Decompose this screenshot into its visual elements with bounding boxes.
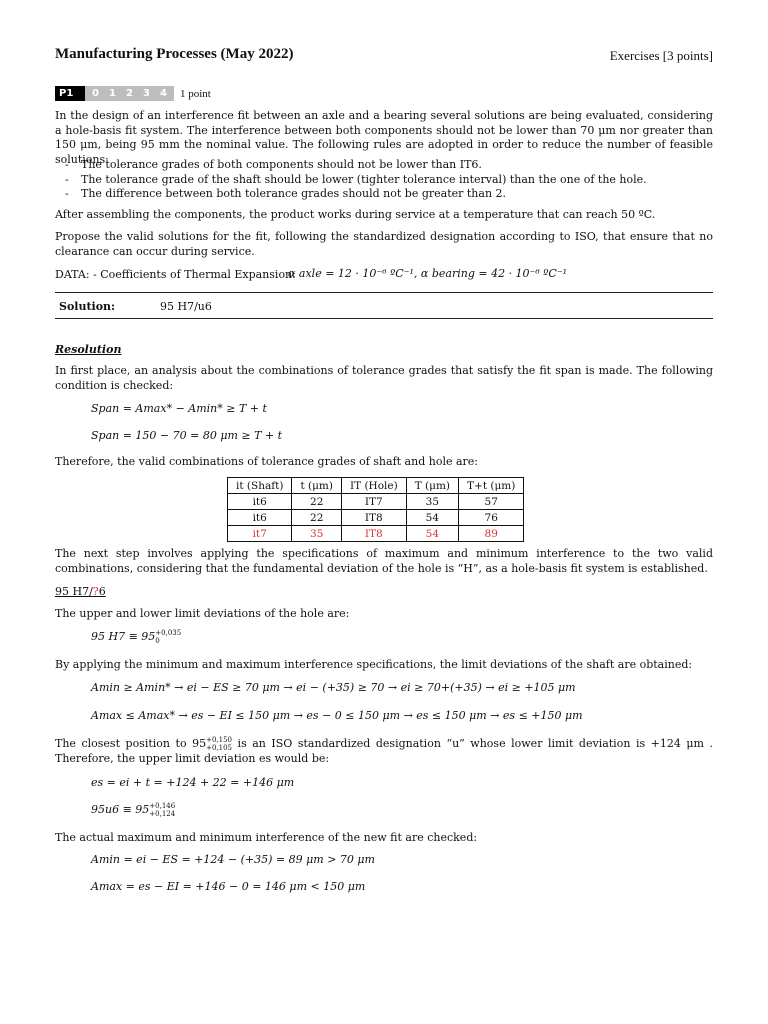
solution-bottom-rule — [55, 318, 713, 319]
table-cell: it6 — [228, 494, 292, 510]
equation-actual-max: Amax = es − EI = +146 − 0 = 146 μm < 150 μm — [91, 880, 366, 893]
table-header-row — [228, 478, 524, 494]
table-cell: 35 — [406, 494, 458, 510]
table-header: t (μm) — [292, 478, 342, 494]
score-boxes — [85, 86, 174, 101]
table-row-invalid — [228, 526, 524, 542]
subheading-part: 95 H7/ — [55, 585, 93, 598]
equation-span-value: Span = 150 − 70 = 80 μm ≥ T + t — [91, 429, 283, 442]
table-cell: 57 — [459, 494, 524, 510]
resolution-p2: Therefore, the valid combinations of tolerance grades of shaft and hole are: — [55, 455, 479, 468]
score-option[interactable]: 4 — [160, 88, 167, 99]
table-header: T (μm) — [406, 478, 458, 494]
lower-deviation: 0 — [155, 637, 160, 645]
table-row — [228, 494, 524, 510]
subheading-unknown: ? — [92, 585, 99, 598]
table-cell: 76 — [459, 510, 524, 526]
statement-propose: Propose the valid solutions for the fit, following the standardized designation according to ISO, that ensure that no clearance can occur during service. — [55, 230, 713, 258]
subheading-part: 6 — [98, 585, 106, 598]
score-option[interactable]: 0 — [92, 88, 99, 99]
table-header: it (Shaft) — [228, 478, 292, 494]
equation-max-interference: Amax ≤ Amax* → es − EI ≤ 150 μm → es − 0 ≤ 150 μm → es ≤ 150 μm → es ≤ +150 μm — [91, 709, 583, 722]
p6-text: is an ISO standardized designation “u” whose lower limit deviation is +124 μm . Therefore, the upper limit deviation es would be: — [55, 737, 714, 765]
upper-deviation: +0,146 — [149, 802, 176, 810]
deviation-stack — [149, 802, 175, 818]
resolution-p3: The next step involves applying the specifications of maximum and minimum interference to the two valid combinations, considering that the fundamental deviation of the hole is “H”, as a hole-basis fit system is established. — [55, 547, 713, 575]
rule-item: - The difference between both tolerance grades should not be greater than 2. — [65, 187, 647, 202]
equation-actual-min: Amin = ei − ES = +124 − (+35) = 89 μm > 70 μm — [91, 853, 375, 866]
table-header: T+t (μm) — [459, 478, 524, 494]
table-cell: 22 — [292, 494, 342, 510]
rule-item: - The tolerance grades of both components should not be lower than IT6. — [65, 158, 647, 173]
solution-value: 95 H7/u6 — [160, 300, 212, 313]
table-header: IT (Hole) — [341, 478, 406, 494]
subheading-fit — [55, 585, 106, 598]
score-option[interactable]: 2 — [126, 88, 133, 99]
equation-shaft-base: 95u6 ≡ 95 — [91, 803, 150, 816]
statement-intro: In the design of an interference fit between an axle and a bearing several solutions are being evaluated, considering a hole-basis fit system. The interference between both components should not be lower than 70 μm nor greater than 150 μm, being 95 mm the nominal value. The following rules are adopted in order to reduce the number of feasible solutions: — [55, 109, 713, 166]
equation-shaft — [91, 802, 175, 818]
table-cell: 54 — [406, 526, 458, 542]
score-option[interactable]: 3 — [143, 88, 150, 99]
document-page — [55, 0, 713, 1024]
resolution-p4: The upper and lower limit deviations of the hole are: — [55, 607, 350, 620]
resolution-p7: The actual maximum and minimum interference of the new fit are checked: — [55, 831, 478, 844]
problem-bar — [55, 86, 211, 101]
resolution-p1: In first place, an analysis about the combinations of tolerance grades that satisfy the fit span is made. The following condition is checked: — [55, 364, 713, 392]
upper-deviation: +0,035 — [155, 629, 182, 637]
rule-item: - The tolerance grade of the shaft should be lower (tighter tolerance interval) than the one of the hole. — [65, 173, 647, 188]
resolution-p5: By applying the minimum and maximum interference specifications, the limit deviations of the shaft are obtained: — [55, 658, 693, 671]
upper-deviation: +0,150 — [206, 736, 233, 744]
resolution-heading: Resolution — [55, 343, 122, 356]
problem-points: 1 point — [180, 87, 211, 100]
statement-service: After assembling the components, the product works during service at a temperature that can reach 50 ºC. — [55, 208, 656, 221]
deviation-stack — [155, 629, 181, 645]
table-cell: IT7 — [341, 494, 406, 510]
page-title: Manufacturing Processes (May 2022) — [55, 46, 294, 62]
data-value: α axle = 12 · 10⁻⁶ ºC⁻¹, α bearing = 42 · 10⁻⁶ ºC⁻¹ — [288, 267, 568, 280]
data-label: DATA: - Coefficients of Thermal Expansion: — [55, 268, 296, 281]
table-cell: IT8 — [341, 526, 406, 542]
table-cell: IT8 — [341, 510, 406, 526]
problem-id: P1 — [55, 86, 85, 101]
equation-span-def: Span = Amax* − Amin* ≥ T + t — [91, 402, 267, 415]
table-cell: it7 — [228, 526, 292, 542]
table-cell: it6 — [228, 510, 292, 526]
solution-top-rule — [55, 292, 713, 293]
table-row — [228, 510, 524, 526]
solution-label: Solution: — [59, 300, 116, 313]
table-cell: 22 — [292, 510, 342, 526]
table-cell: 89 — [459, 526, 524, 542]
resolution-p6 — [55, 736, 713, 767]
exercise-points: Exercises [3 points] — [609, 48, 713, 63]
equation-upper-deviation: es = ei + t = +124 + 22 = +146 μm — [91, 776, 295, 789]
score-option[interactable]: 1 — [109, 88, 116, 99]
lower-deviation: +0,124 — [149, 810, 176, 818]
deviation-stack — [206, 736, 232, 752]
table-cell: 54 — [406, 510, 458, 526]
equation-min-interference: Amin ≥ Amin* → ei − ES ≥ 70 μm → ei − (+35) ≥ 70 → ei ≥ 70+(+35) → ei ≥ +105 μm — [91, 681, 576, 694]
tolerance-table — [227, 477, 524, 542]
rules-list — [65, 158, 647, 202]
equation-hole — [91, 629, 181, 645]
p6-text: The closest position to 95 — [55, 737, 207, 750]
lower-deviation: +0,105 — [206, 744, 233, 752]
table-cell: 35 — [292, 526, 342, 542]
equation-hole-base: 95 H7 ≡ 95 — [91, 630, 156, 643]
